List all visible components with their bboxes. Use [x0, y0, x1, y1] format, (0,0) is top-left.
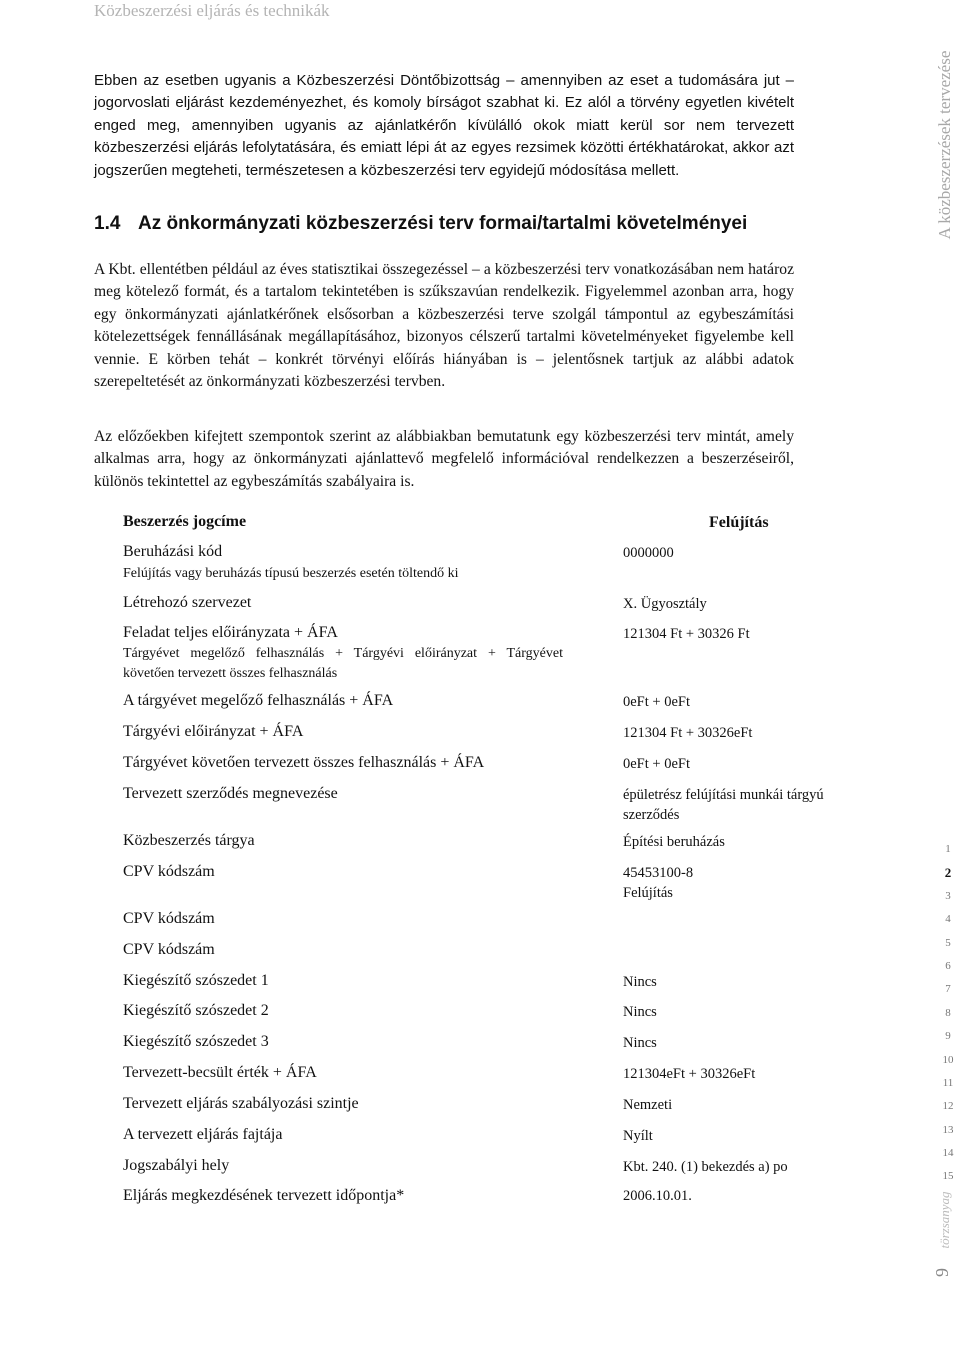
body-paragraph: A Kbt. ellentétben például az éves statisztikai összegezéssel – a közbeszerzési terv vonatkozásában nem határoz meg kötelező formát, és a tartalom tekintetében is szűkszavúan rendelkezik. Figyelemmel azonban arra, hogy egy önkormányzati ajánlatkérőnek elsősorban a közbeszerzési terve szolgál támpontul az egybeszámítási kötelezettségek fennállásának megállapításához, bizonyos célszerű tartalmi követelményeket figyelembe kell vennie. E körben tehát – konkrét törvényi előírás hiányában is – jelentősnek tartjuk az alábbi adatok szerepeltetését az önkormányzati közbeszerzési tervben.	[94, 261, 794, 391]
row-label: Kiegészítő szószedet 1	[123, 972, 269, 989]
row-label: Tervezett szerződés megnevezése	[123, 785, 338, 802]
row-value: Nyílt	[623, 1128, 653, 1144]
running-header: Közbeszerzési eljárás és technikák	[94, 1, 330, 20]
body-paragraph: Ebben az esetben ugyanis a Közbeszerzési Döntőbizottság – amennyiben az eset a tudomására jut – jogorvoslati eljárást kezdeményezhet, és komoly bírságot szabhat ki. Ez alól a törvény egyetlen kivételt enged meg, amennyiben ugyanis az ajánlatkérőn kívülálló okok miatt kerül sor nem tervezett közbeszerzési eljárás lefolytatására, és emiatt lépi át az egyes rezsimek közötti értékhatárokat, akkor azt jogszerűen megteheti, természetesen a közbeszerzési terv egyidejű módosítása mellett.	[94, 72, 794, 179]
chapter-index-item: 10	[942, 1053, 954, 1066]
row-value: Kbt. 240. (1) bekezdés a) po	[623, 1159, 788, 1175]
chapter-index-item: 12	[942, 1100, 954, 1113]
side-tab-label: A közbeszerzések tervezése	[935, 50, 954, 240]
row-label: A tervezett eljárás fajtája	[123, 1126, 283, 1143]
row-label: CPV kódszám	[123, 941, 215, 958]
row-label: A tárgyévet megelőző felhasználás + ÁFA	[123, 692, 394, 709]
row-value: 121304 Ft + 30326 Ft	[623, 626, 750, 642]
page-number: 9	[932, 1268, 952, 1277]
body-paragraph: Az előzőekben kifejtett szempontok szerint az alábbiakban bemutatunk egy közbeszerzési terv mintát, amely alkalmas arra, hogy az önkormányzati ajánlattevő megfelelő információval rendelkezzen a beszerzéseiről, különös tekintettel az egybeszámítás szabályaira is.	[94, 428, 794, 490]
section-title: Az önkormányzati közbeszerzési terv formai/tartalmi követelményei	[138, 213, 748, 234]
row-value: Nincs	[623, 974, 657, 990]
section-heading	[94, 213, 747, 235]
chapter-index-item: 5	[945, 936, 951, 949]
row-value: Nincs	[623, 1004, 657, 1020]
row-value: 0eFt + 0eFt	[623, 756, 690, 772]
row-label: Kiegészítő szószedet 2	[123, 1002, 269, 1019]
side-chapter-tab	[930, 40, 960, 250]
chapter-index-item: 6	[945, 959, 951, 972]
row-value: Nemzeti	[623, 1097, 673, 1113]
chapter-index-item: 1	[945, 843, 951, 855]
chapter-index-item: 9	[945, 1030, 951, 1043]
row-value: 121304eFt + 30326eFt	[623, 1066, 756, 1082]
row-label: Kiegészítő szószedet 3	[123, 1033, 269, 1050]
section-number: 1.4	[94, 213, 121, 234]
page-footer	[930, 1180, 960, 1290]
row-value: 0000000	[623, 545, 674, 561]
chapter-index	[936, 838, 960, 1189]
chapter-index-item: 3	[945, 889, 951, 902]
row-label: Közbeszerzés tárgya	[123, 832, 255, 849]
chapter-index-item: 7	[945, 983, 951, 996]
row-label: Feladat teljes előirányzata + ÁFA	[123, 624, 338, 641]
row-label: Jogszabályi hely	[123, 1157, 230, 1174]
row-label: Beruházási kód	[123, 543, 223, 560]
row-value: X. Ügyosztály	[623, 596, 707, 612]
chapter-index-item-active: 2	[944, 865, 952, 881]
row-label: CPV kódszám	[123, 863, 215, 880]
chapter-index-item: 11	[942, 1076, 954, 1089]
row-label: Tárgyévet követően tervezett összes felhasználás + ÁFA	[123, 754, 485, 771]
chapter-index-item: 4	[945, 913, 951, 926]
row-label: Eljárás megkezdésének tervezett időpontja*	[123, 1187, 405, 1204]
row-note: Tárgyévet megelőző felhasználás + Tárgyévi előirányzat + Tárgyévet követően tervezett összes felhasználás	[123, 646, 563, 681]
row-value: 121304 Ft + 30326eFt	[623, 725, 753, 741]
row-label: Tervezett eljárás szabályozási szintje	[123, 1095, 359, 1112]
chapter-index-item: 14	[942, 1147, 954, 1160]
table-header-value: Felújítás	[709, 514, 769, 531]
row-value: Nincs	[623, 1035, 657, 1051]
row-value: 0eFt + 0eFt	[623, 694, 690, 710]
row-note: Felújítás vagy beruházás típusú beszerzés esetén töltendő ki	[123, 566, 459, 581]
section-label: törzsanyag	[937, 1191, 952, 1249]
chapter-index-item: 13	[942, 1123, 954, 1136]
row-label: CPV kódszám	[123, 910, 215, 927]
row-value: Építési beruházás	[623, 834, 725, 850]
chapter-index-item: 15	[942, 1170, 954, 1183]
row-value: 45453100-8 Felújítás	[623, 865, 694, 901]
row-label: Tárgyévi előirányzat + ÁFA	[123, 723, 304, 740]
row-value: épületrész felújítási munkái tárgyú szerződés	[623, 787, 824, 823]
row-value: 2006.10.01.	[623, 1188, 692, 1204]
row-label: Tervezett-becsült érték + ÁFA	[123, 1064, 317, 1081]
chapter-index-item: 8	[945, 1006, 951, 1019]
table-header-label: Beszerzés jogcíme	[123, 513, 247, 530]
row-label: Létrehozó szervezet	[123, 594, 252, 611]
